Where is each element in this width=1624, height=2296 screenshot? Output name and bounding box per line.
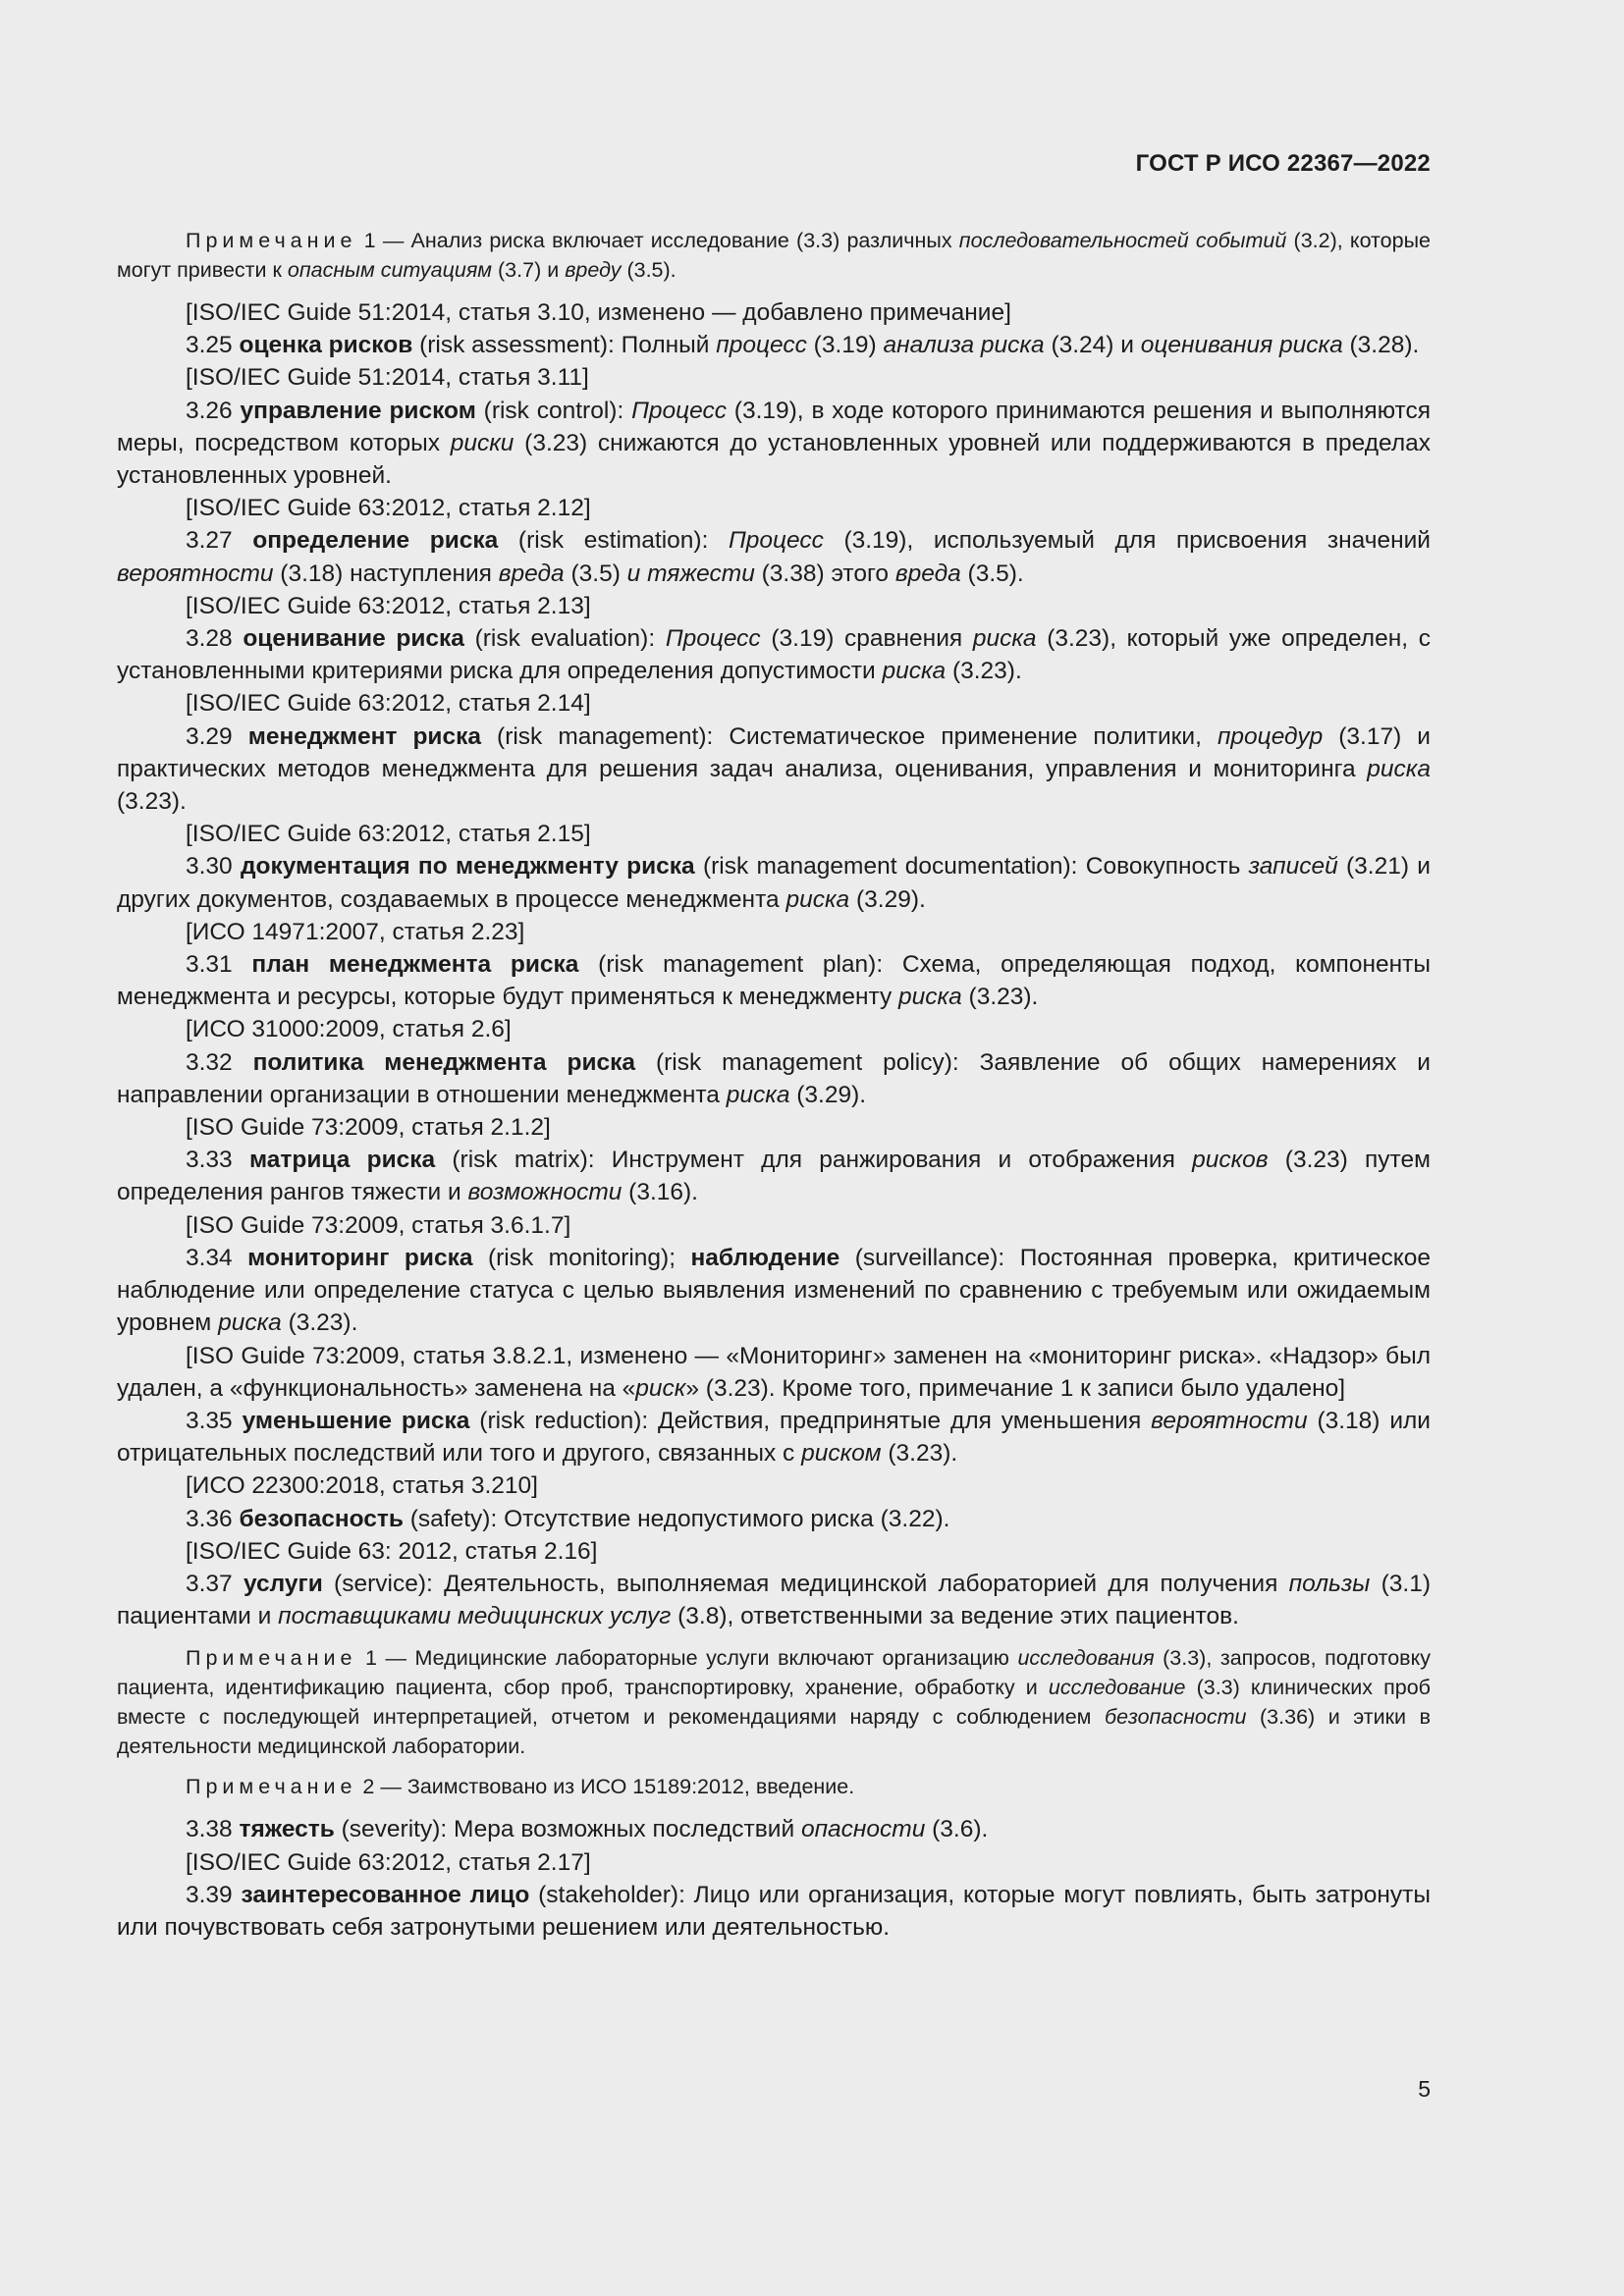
source-ref-3-35: [ИСО 22300:2018, статья 3.210]: [186, 1472, 538, 1500]
term-entry-3-36: 3.36 безопасность (safety): Отсутствие недопустимого риска (3.22).: [186, 1505, 950, 1532]
source-ref-3-26: [ISO/IEC Guide 63:2012, статья 2.12]: [186, 495, 591, 522]
source-ref-3-28: [ISO/IEC Guide 63:2012, статья 2.14]: [186, 690, 591, 718]
term-entry-3-34: 3.34 мониторинг риска (risk monitoring); наблюдение (surveillance): Постоянная проверка, критическое наблюдение или определение статуса с целью выявления изменений по сравнению с требуемым или ожидаемым уровнем риска (3.23).: [117, 1244, 1431, 1337]
term-entry-3-33: 3.33 матрица риска (risk matrix): Инструмент для ранжирования и отображения рисков (3.23) путем определения рангов тяжести и возможности (3.16).: [117, 1147, 1431, 1206]
source-ref-3-34: [ISO Guide 73:2009, статья 3.8.2.1, изменено — «Мониторинг» заменен на «мониторинг риска». «Надзор» был удален, а «функциональность» заменена на «риск» (3.23). Кроме того, примечание 1 к записи было удалено]: [117, 1342, 1431, 1402]
document-body: [117, 226, 1431, 1944]
term-entry-3-30: 3.30 документация по менеджменту риска (risk management documentation): Совокупность записей (3.21) и других документов, создаваемых в процессе менеджмента риска (3.29).: [117, 853, 1431, 913]
source-ref-3-29: [ISO/IEC Guide 63:2012, статья 2.15]: [186, 821, 591, 848]
term-entry-3-27: 3.27 определение риска (risk estimation): Процесс (3.19), используемый для присвоения значений вероятности (3.18) наступления вреда (3.5) и тяжести (3.38) этого вреда (3.5).: [117, 527, 1431, 587]
source-ref-3-25: [ISO/IEC Guide 51:2014, статья 3.11]: [186, 364, 589, 392]
term-entry-3-31: 3.31 план менеджмента риска (risk management plan): Схема, определяющая подход, компоненты менеджмента и ресурсы, которые будут применяться к менеджменту риска (3.23).: [117, 951, 1431, 1011]
term-entry-3-28: 3.28 оценивание риска (risk evaluation): Процесс (3.19) сравнения риска (3.23), который уже определен, с установленными критериями риска для определения допустимости риска (3.23).: [117, 625, 1431, 685]
term-entry-3-38: 3.38 тяжесть (severity): Мера возможных последствий опасности (3.6).: [186, 1816, 989, 1843]
source-ref-3-38: [ISO/IEC Guide 63:2012, статья 2.17]: [186, 1848, 591, 1876]
note-3-37-1: Примечание 1 — Медицинские лабораторные услуги включают организацию исследования (3.3), запросов, подготовку пациента, идентификацию пациента, сбор проб, транспортировку, хранение, обработку и исследование (3.3) клинических проб вместе с последующей интерпретацией, отчетом и рекомендациями наряду с соблюдением безопасности (3.36) и этики в деятельности медицинской лаборатории.: [117, 1646, 1431, 1759]
source-ref-3-33: [ISO Guide 73:2009, статья 3.6.1.7]: [186, 1211, 571, 1239]
note-3-37-2: Примечание 2 — Заимствовано из ИСО 15189:2012, введение.: [186, 1775, 855, 1799]
source-ref-3-30: [ИСО 14971:2007, статья 2.23]: [186, 918, 525, 945]
note-3-24: Примечание 1 — Анализ риска включает исследование (3.3) различных последовательностей событий (3.2), которые могут привести к опасным ситуациям (3.7) и вреду (3.5).: [117, 229, 1431, 282]
page-number: 5: [1418, 2076, 1431, 2102]
source-ref-3-27: [ISO/IEC Guide 63:2012, статья 2.13]: [186, 592, 591, 619]
term-entry-3-35: 3.35 уменьшение риска (risk reduction): Действия, предпринятые для уменьшения вероятности (3.18) или отрицательных последствий или того и другого, связанных с риском (3.23).: [117, 1407, 1431, 1468]
term-entry-3-26: 3.26 управление риском (risk control): Процесс (3.19), в ходе которого принимаются решения и выполняются меры, посредством которых риски (3.23) снижаются до установленных уровней или поддерживаются в пределах установленных уровней.: [117, 397, 1431, 490]
source-ref-3-24: [ISO/IEC Guide 51:2014, статья 3.10, изменено — добавлено примечание]: [186, 299, 1011, 326]
source-ref-3-36: [ISO/IEC Guide 63: 2012, статья 2.16]: [186, 1537, 598, 1565]
term-entry-3-25: 3.25 оценка рисков (risk assessment): Полный процесс (3.19) анализа риска (3.24) и оценивания риска (3.28).: [186, 332, 1420, 359]
term-entry-3-39: 3.39 заинтересованное лицо (stakeholder): Лицо или организация, которые могут повлиять, быть затронуты или почувствовать себя затронутыми решением или деятельностью.: [117, 1881, 1431, 1941]
term-entry-3-29: 3.29 менеджмент риска (risk management): Систематическое применение политики, процедур (3.17) и практических методов менеджмента для решения задач анализа, оценивания, управления и мониторинга риска (3.23).: [117, 722, 1431, 816]
source-ref-3-31: [ИСО 31000:2009, статья 2.6]: [186, 1016, 512, 1043]
term-entry-3-32: 3.32 политика менеджмента риска (risk management policy): Заявление об общих намерениях и направлении организации в отношении менеджмента риска (3.29).: [117, 1048, 1431, 1108]
term-entry-3-37: 3.37 услуги (service): Деятельность, выполняемая медицинской лабораторией для получения пользы (3.1) пациентами и поставщиками медицинских услуг (3.8), ответственными за ведение этих пациентов.: [117, 1570, 1431, 1630]
document-header: ГОСТ Р ИСО 22367—2022: [1135, 150, 1431, 177]
source-ref-3-32: [ISO Guide 73:2009, статья 2.1.2]: [186, 1114, 551, 1142]
